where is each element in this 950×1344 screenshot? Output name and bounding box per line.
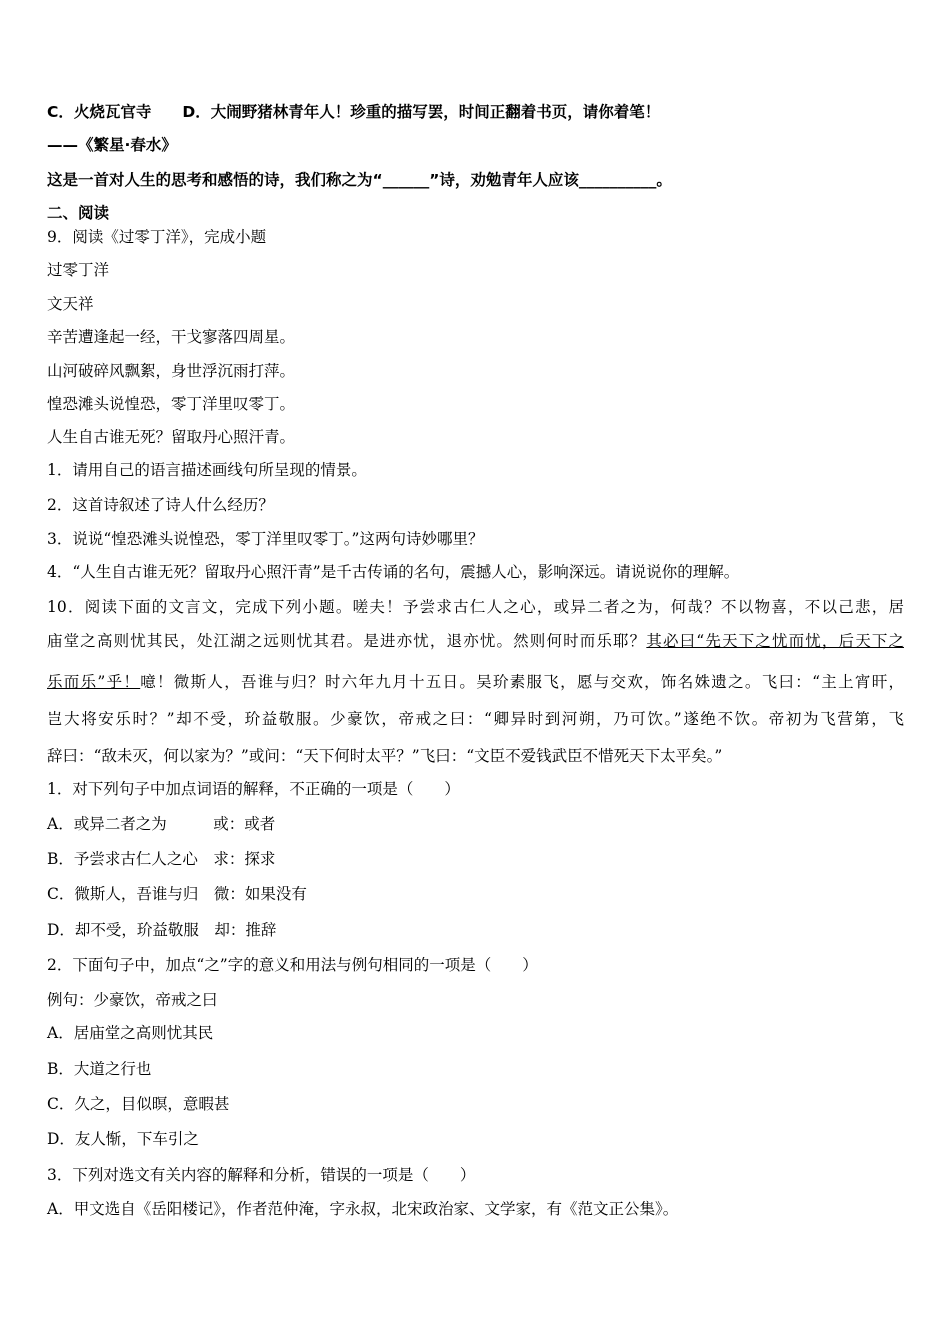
subquestion: 2．这首诗叙述了诗人什么经历？ bbox=[47, 496, 274, 514]
option: D．友人惭，下车引之 bbox=[47, 1130, 199, 1148]
passage-text: 岂大将安乐时？”却不受，玠益敬服。少豪饮，帝戒之曰：“卿异时到河朔，乃可饮。”遂绝不饮。帝初为飞营第，飞 bbox=[47, 710, 904, 728]
option: A．居庙堂之高则忧其民 bbox=[47, 1024, 214, 1042]
question-stem: 1．对下列句子中加点词语的解释，不正确的一项是（ ） bbox=[47, 780, 460, 798]
passage-line bbox=[47, 709, 904, 729]
poem-line: 惶恐滩头说惶恐，零丁洋里叹零丁。 bbox=[47, 395, 296, 413]
poem-title: 过零丁洋 bbox=[47, 261, 110, 279]
question-stem: 3．下列对选文有关内容的解释和分析，错误的一项是（ ） bbox=[47, 1166, 476, 1184]
passage-text: 10．阅读下面的文言文，完成下列小题。嗟夫！予尝求古仁人之心，或异二者之为，何哉？不以物喜，不以己悲，居 bbox=[47, 598, 904, 616]
q9-prompt: 9．阅读《过零丁洋》，完成小题 bbox=[47, 228, 267, 246]
option: C．微斯人，吾谁与归 微：如果没有 bbox=[47, 885, 307, 903]
passage-line bbox=[47, 672, 904, 692]
poem-author: 文天祥 bbox=[47, 295, 94, 313]
poem-source: ——《繁星·春水》 bbox=[47, 136, 177, 154]
option: A．甲文选自《岳阳楼记》，作者范仲淹，字永叔，北宋政治家、文学家，有《范文正公集》。 bbox=[47, 1200, 679, 1218]
poem-line: 人生自古谁无死？留取丹心照汗青。 bbox=[47, 428, 296, 446]
option: A．或异二者之为 或：或者 bbox=[47, 815, 276, 833]
option: B．大道之行也 bbox=[47, 1060, 152, 1078]
poem-line: 辛苦遭逢起一经，干戈寥落四周星。 bbox=[47, 328, 296, 346]
subquestion: 3．说说“惶恐滩头说惶恐，零丁洋里叹零丁。”这两句诗妙哪里？ bbox=[47, 530, 484, 548]
passage-line bbox=[47, 746, 722, 766]
passage-text: 辞曰：“敌未灭，何以家为？”或问：“天下何时太平？”飞曰：“文臣不爱钱武臣不惜死天下太平矣。” bbox=[47, 747, 723, 765]
options-line: C．火烧瓦官寺 D．大闹野猪林青年人！珍重的描写罢，时间正翻着书页，请你着笔！ bbox=[47, 103, 661, 121]
fill-in-question: 这是一首对人生的思考和感悟的诗，我们称之为“______”诗，劝勉青年人应该__________。 bbox=[47, 171, 672, 189]
example-sentence: 例句：少豪饮，帝戒之曰 bbox=[47, 991, 218, 1009]
option: C．久之，目似暝，意暇甚 bbox=[47, 1095, 230, 1113]
underlined-text: 其必曰“先天下之忧而忧，后天下之 bbox=[646, 632, 904, 650]
question-stem: 2．下面句子中，加点“之”字的意义和用法与例句相同的一项是（ ） bbox=[47, 956, 538, 974]
passage-text: 噫！微斯人，吾谁与归？时六年九月十五日。吴玠素服飞，愿与交欢，饰名姝遗之。飞曰：“主上宵旰， bbox=[140, 673, 904, 691]
passage-line bbox=[47, 597, 904, 617]
subquestion: 1．请用自己的语言描述画线句所呈现的情景。 bbox=[47, 461, 367, 479]
poem-line: 山河破碎风飘絮，身世浮沉雨打萍。 bbox=[47, 362, 296, 380]
section-title: 二、阅读 bbox=[47, 204, 110, 222]
option: B．予尝求古仁人之心 求：探求 bbox=[47, 850, 276, 868]
passage-text: 庙堂之高则忧其民，处江湖之远则忧其君。是进亦忧，退亦忧。然则何时而乐耶？ bbox=[47, 632, 647, 650]
option: D．却不受，玠益敬服 却：推辞 bbox=[47, 921, 277, 939]
passage-line bbox=[47, 631, 904, 651]
subquestion: 4．“人生自古谁无死？留取丹心照汗青”是千古传诵的名句，震撼人心，影响深远。请说说你的理解。 bbox=[47, 563, 740, 581]
underlined-text: 乐而乐”乎！ bbox=[47, 673, 141, 691]
